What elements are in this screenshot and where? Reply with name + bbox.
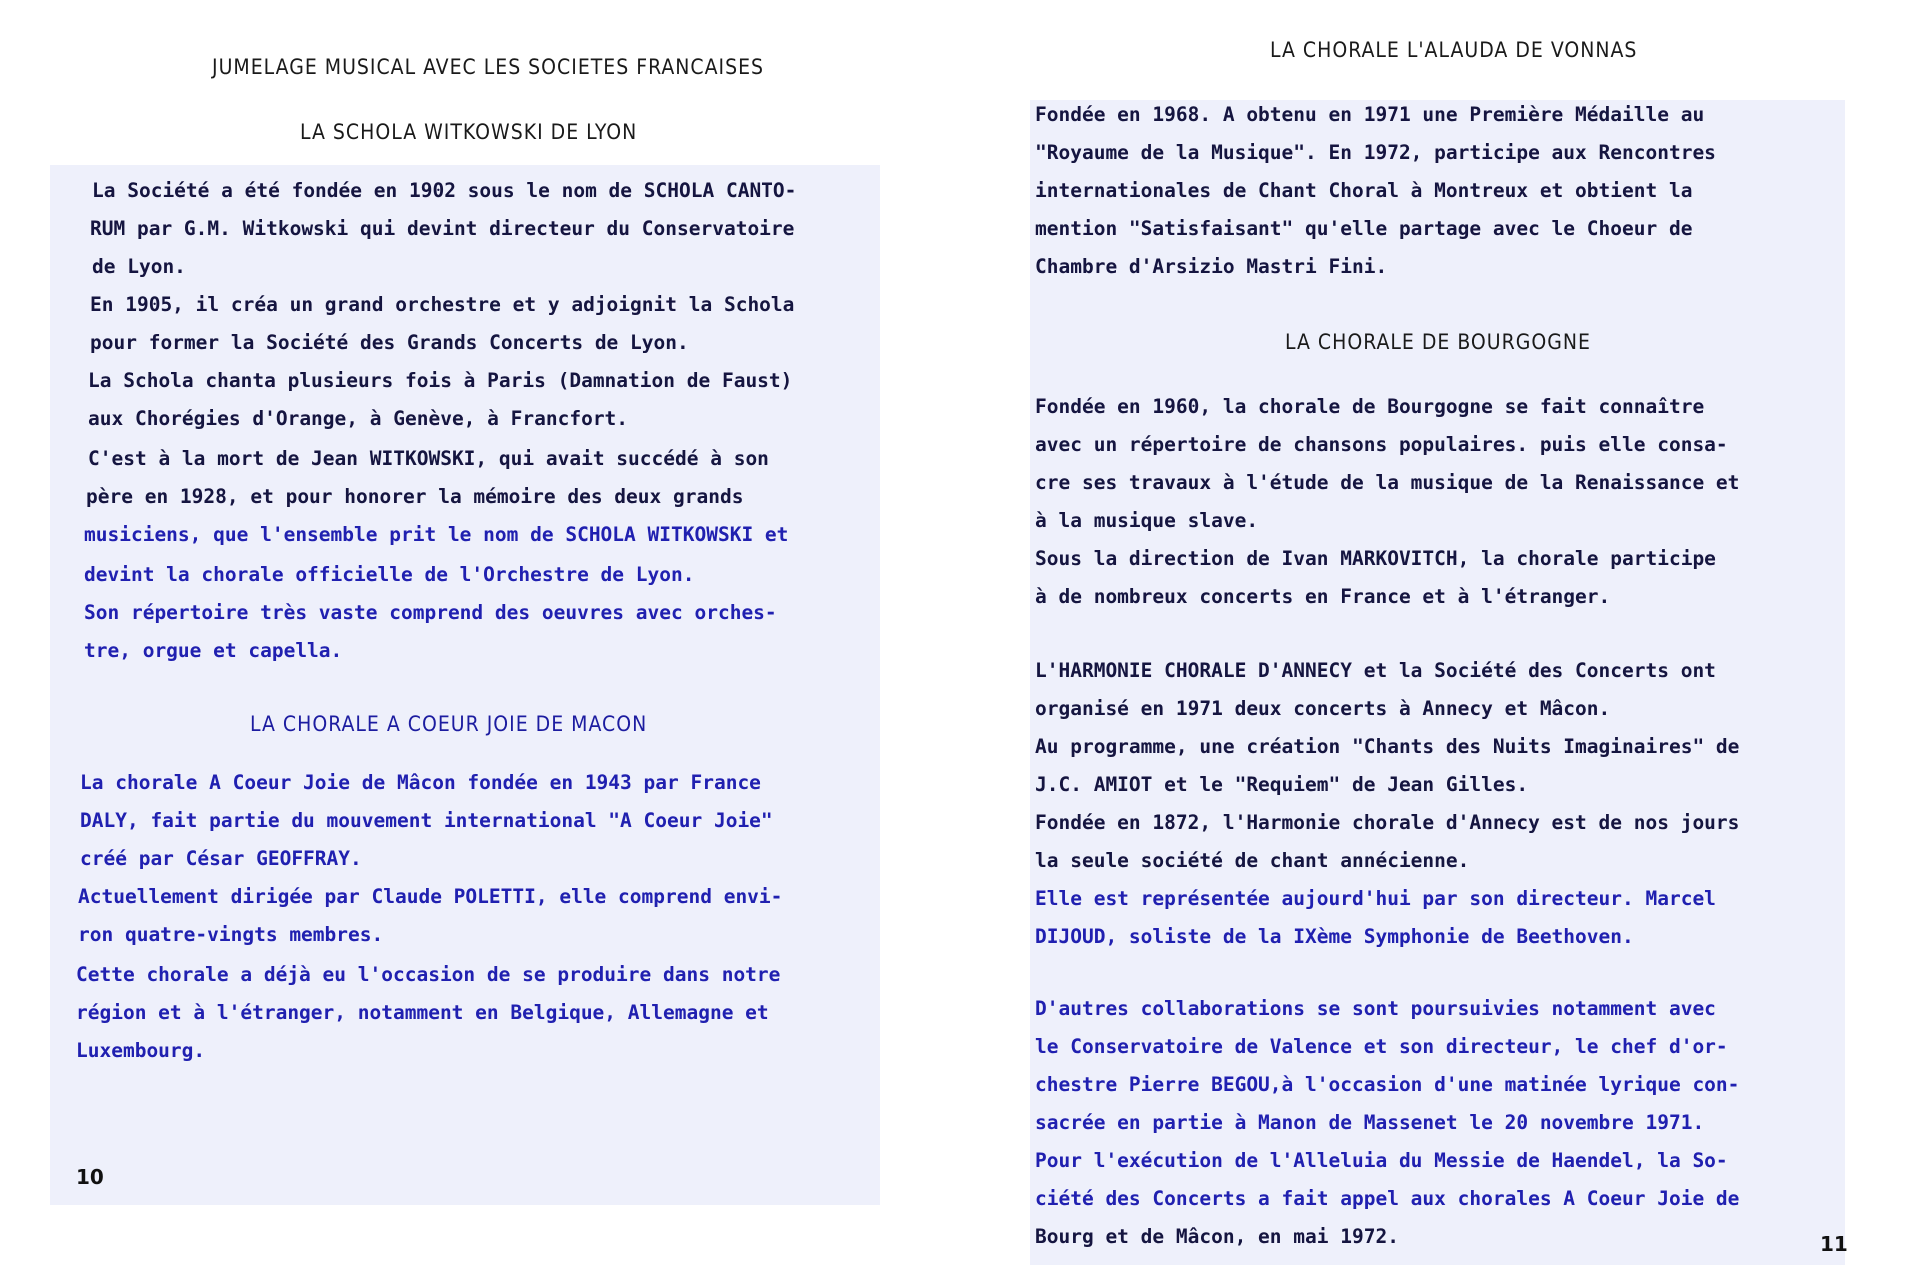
body-line: organisé en 1971 deux concerts à Annecy et Mâcon. bbox=[1035, 697, 1611, 720]
body-line: Sous la direction de Ivan MARKOVITCH, la chorale participe bbox=[1035, 547, 1716, 570]
body-line: créé par César GEOFFRAY. bbox=[80, 847, 362, 870]
section-heading-schola-witkowski: LA SCHOLA WITKOWSKI DE LYON bbox=[300, 120, 638, 144]
body-line: le Conservatoire de Valence et son directeur, le chef d'or- bbox=[1035, 1035, 1728, 1058]
body-line: "Royaume de la Musique". En 1972, participe aux Rencontres bbox=[1035, 141, 1716, 164]
page-number-right: 11 bbox=[1820, 1232, 1848, 1256]
body-line: cre ses travaux à l'étude de la musique de la Renaissance et bbox=[1035, 471, 1740, 494]
body-line: sacrée en partie à Manon de Massenet le 20 novembre 1971. bbox=[1035, 1111, 1705, 1134]
body-line: devint la chorale officielle de l'Orchestre de Lyon. bbox=[84, 563, 695, 586]
body-line: L'HARMONIE CHORALE D'ANNECY et la Société des Concerts ont bbox=[1035, 659, 1716, 682]
body-line: à de nombreux concerts en France et à l'étranger. bbox=[1035, 585, 1611, 608]
body-line: de Lyon. bbox=[92, 255, 186, 278]
body-line: Fondée en 1872, l'Harmonie chorale d'Annecy est de nos jours bbox=[1035, 811, 1740, 834]
body-line: pour former la Société des Grands Concerts de Lyon. bbox=[90, 331, 689, 354]
body-line: aux Chorégies d'Orange, à Genève, à Francfort. bbox=[88, 407, 629, 430]
body-line: RUM par G.M. Witkowski qui devint directeur du Conservatoire bbox=[90, 217, 795, 240]
section-heading-chorale-bourgogne: LA CHORALE DE BOURGOGNE bbox=[1285, 330, 1591, 354]
body-line: La Société a été fondée en 1902 sous le nom de SCHOLA CANTO- bbox=[92, 179, 797, 202]
body-line: musiciens, que l'ensemble prit le nom de SCHOLA WITKOWSKI et bbox=[84, 523, 789, 546]
right-page bbox=[940, 0, 1920, 1280]
body-line: internationales de Chant Choral à Montreux et obtient la bbox=[1035, 179, 1693, 202]
body-line: Chambre d'Arsizio Mastri Fini. bbox=[1035, 255, 1388, 278]
body-line: Elle est représentée aujourd'hui par son directeur. Marcel bbox=[1035, 887, 1716, 910]
body-line: ciété des Concerts a fait appel aux chorales A Coeur Joie de bbox=[1035, 1187, 1740, 1210]
page-number-left: 10 bbox=[76, 1165, 104, 1189]
body-line: mention "Satisfaisant" qu'elle partage avec le Choeur de bbox=[1035, 217, 1693, 240]
body-line: père en 1928, et pour honorer la mémoire des deux grands bbox=[86, 485, 744, 508]
body-line: Pour l'exécution de l'Alleluia du Messie de Haendel, la So- bbox=[1035, 1149, 1728, 1172]
body-line: Luxembourg. bbox=[76, 1039, 206, 1062]
body-line: En 1905, il créa un grand orchestre et y adjoignit la Schola bbox=[90, 293, 795, 316]
body-line: Cette chorale a déjà eu l'occasion de se produire dans notre bbox=[76, 963, 781, 986]
left-page bbox=[0, 0, 900, 1280]
section-heading-a-coeur-joie-macon: LA CHORALE A COEUR JOIE DE MACON bbox=[250, 712, 648, 736]
body-line: Fondée en 1968. A obtenu en 1971 une Première Médaille au bbox=[1035, 103, 1705, 126]
body-line: Actuellement dirigée par Claude POLETTI, elle comprend envi- bbox=[78, 885, 783, 908]
body-line: région et à l'étranger, notamment en Belgique, Allemagne et bbox=[76, 1001, 769, 1024]
body-line: DIJOUD, soliste de la IXème Symphonie de Beethoven. bbox=[1035, 925, 1634, 948]
section-heading-alauda-vonnas: LA CHORALE L'ALAUDA DE VONNAS bbox=[1270, 38, 1638, 62]
body-line: chestre Pierre BEGOU,à l'occasion d'une matinée lyrique con- bbox=[1035, 1073, 1740, 1096]
body-line: D'autres collaborations se sont poursuivies notamment avec bbox=[1035, 997, 1716, 1020]
page-title: JUMELAGE MUSICAL AVEC LES SOCIETES FRANCAISES bbox=[212, 55, 765, 79]
body-line: C'est à la mort de Jean WITKOWSKI, qui avait succédé à son bbox=[88, 447, 769, 470]
body-line: J.C. AMIOT et le "Requiem" de Jean Gilles. bbox=[1035, 773, 1529, 796]
body-line: Fondée en 1960, la chorale de Bourgogne se fait connaître bbox=[1035, 395, 1705, 418]
body-line: DALY, fait partie du mouvement international "A Coeur Joie" bbox=[80, 809, 773, 832]
body-line: Son répertoire très vaste comprend des oeuvres avec orches- bbox=[84, 601, 777, 624]
body-line: avec un répertoire de chansons populaires. puis elle consa- bbox=[1035, 433, 1728, 456]
body-line: à la musique slave. bbox=[1035, 509, 1259, 532]
body-line: la seule société de chant annécienne. bbox=[1035, 849, 1470, 872]
body-line: Bourg et de Mâcon, en mai 1972. bbox=[1035, 1225, 1399, 1248]
body-line: Au programme, une création "Chants des Nuits Imaginaires" de bbox=[1035, 735, 1740, 758]
body-line: La Schola chanta plusieurs fois à Paris (Damnation de Faust) bbox=[88, 369, 793, 392]
body-line: tre, orgue et capella. bbox=[84, 639, 343, 662]
body-line: ron quatre-vingts membres. bbox=[78, 923, 384, 946]
body-line: La chorale A Coeur Joie de Mâcon fondée en 1943 par France bbox=[80, 771, 761, 794]
